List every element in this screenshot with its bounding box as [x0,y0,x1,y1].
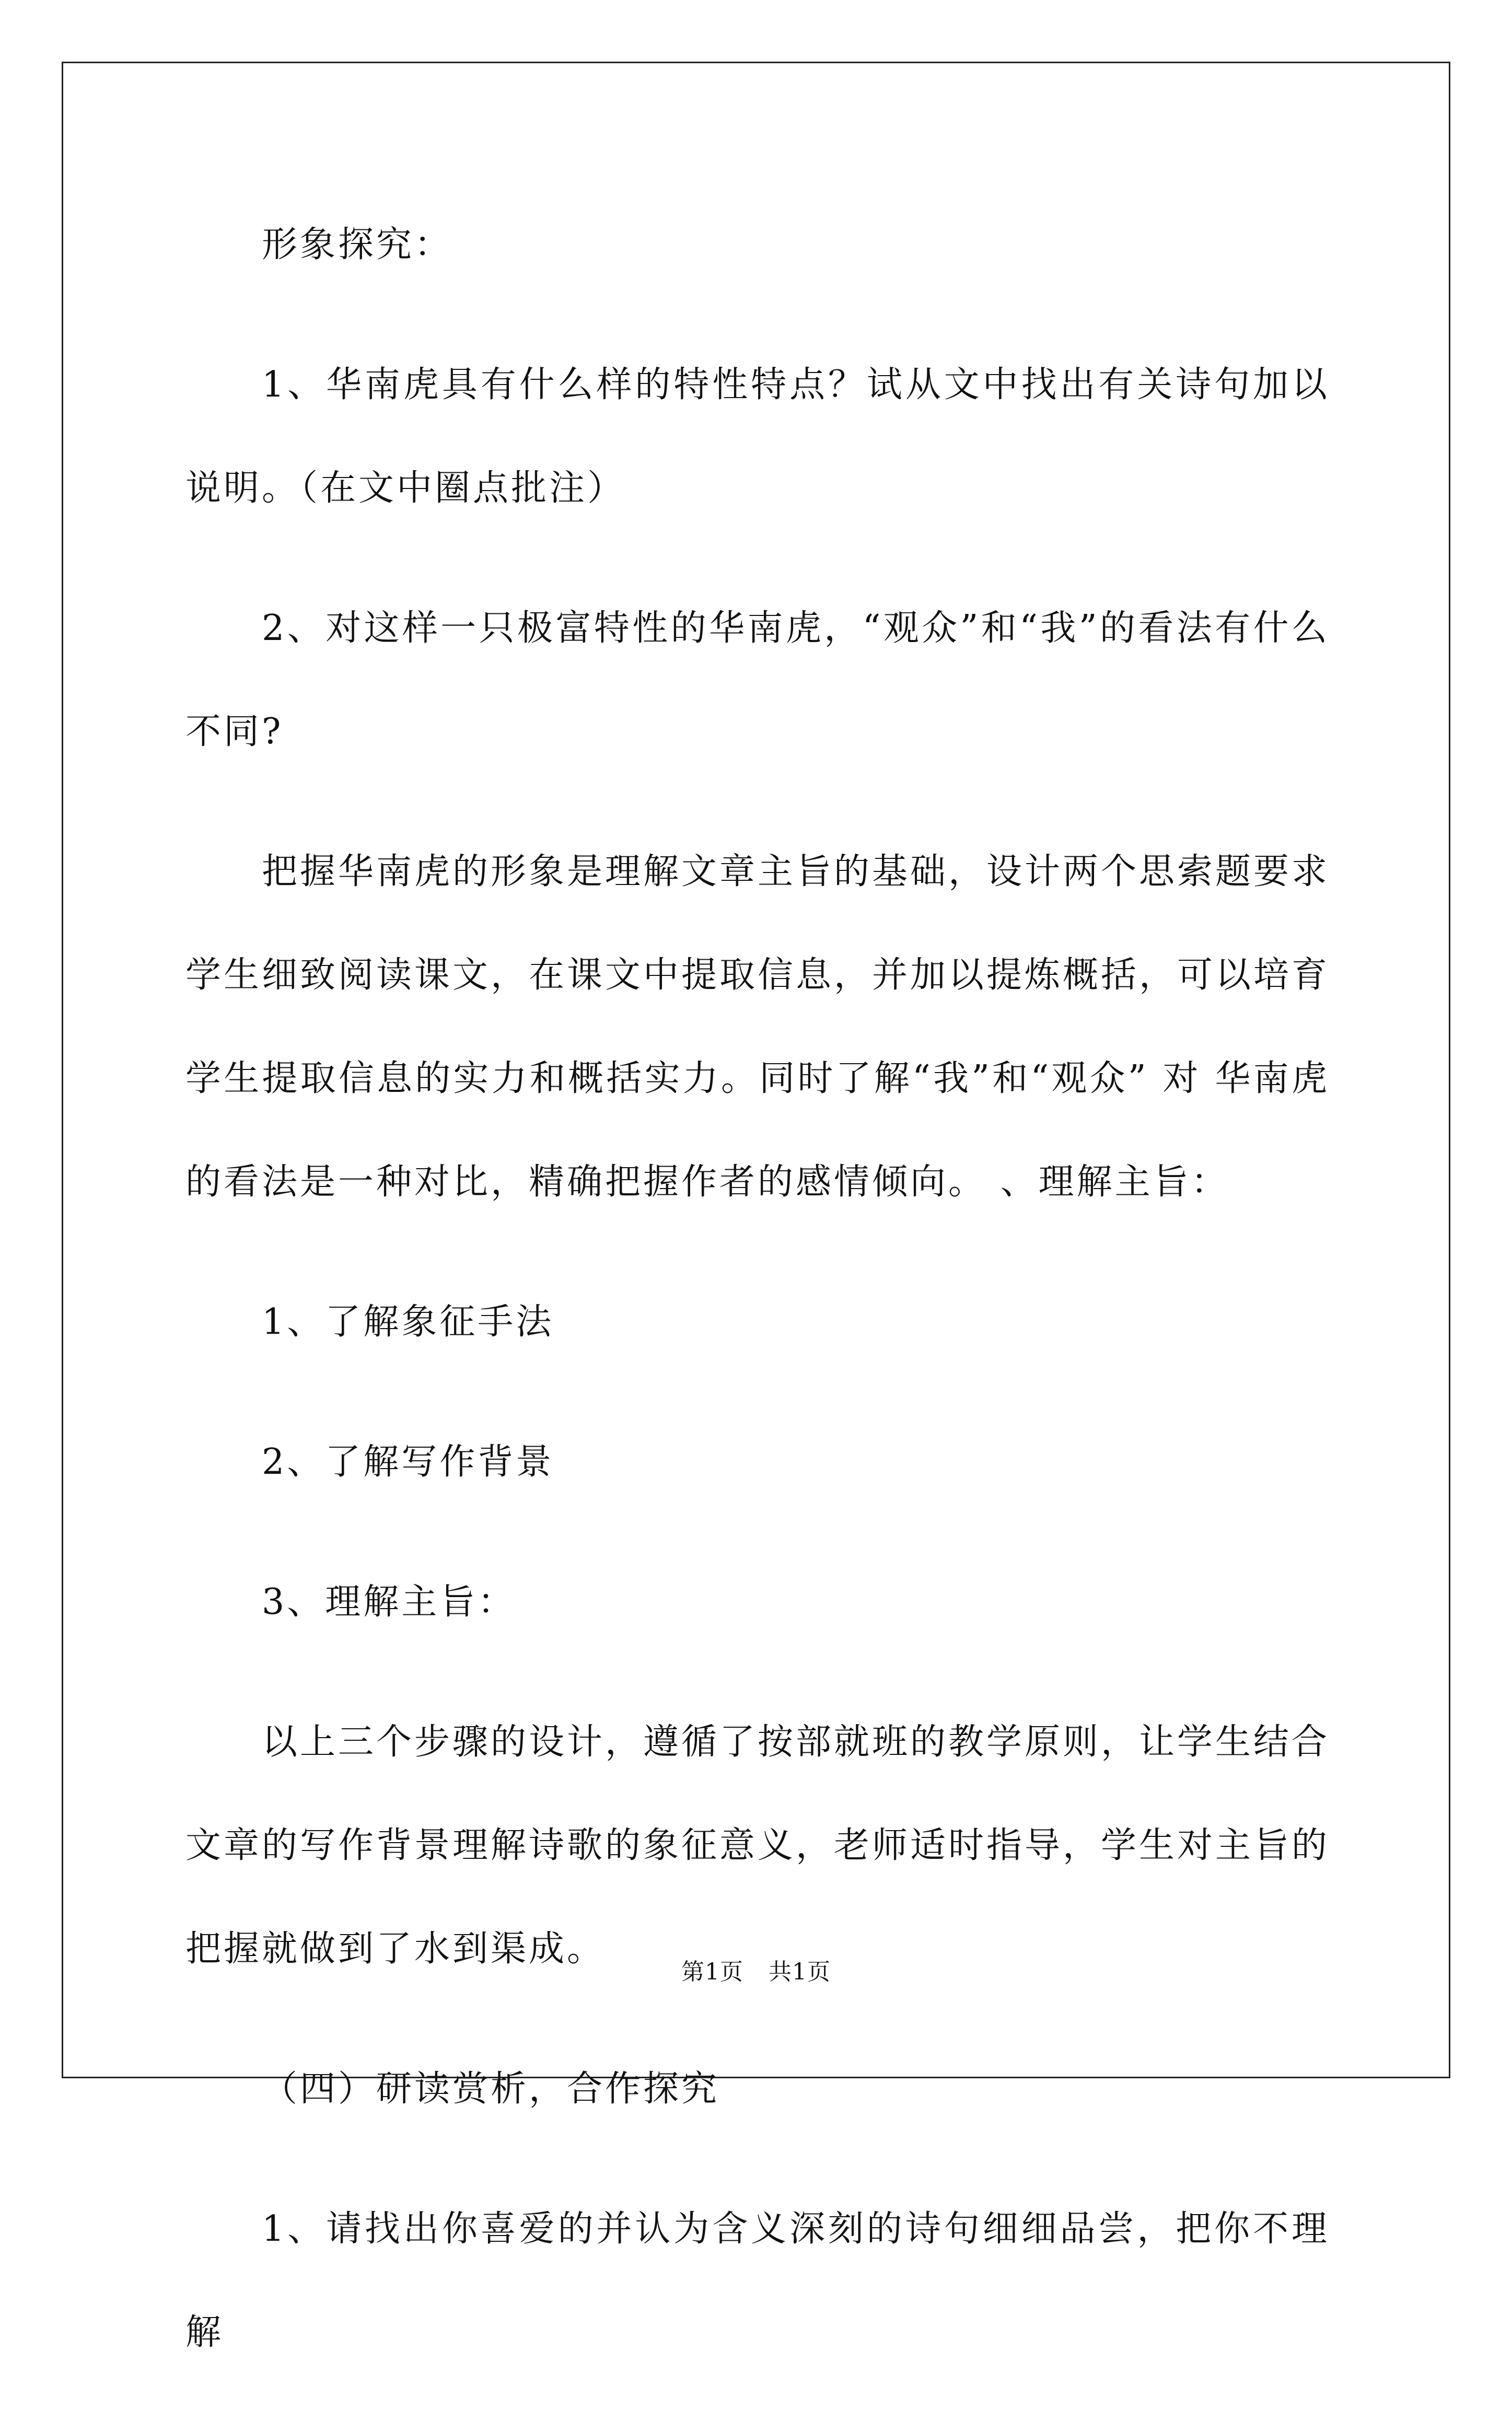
page-total: 共1页 [769,1959,831,1985]
paragraph: 以上三个步骤的设计，遵循了按部就班的教学原则，让学生结合文章的写作背景理解诗歌的象征意义，老师适时指导，学生对主旨的把握就做到了水到渠成。 [185,1721,1330,1970]
paragraph: 把握华南虎的形象是理解文章主旨的基础，设计两个思索题要求学生细致阅读课文，在课文中提取信息，并加以提炼概括，可以培育学生提取信息的实力和概括实力。同时了解“我”和“观众” 对 华南虎的看法是一种对比，精确把握作者的感情倾向。 、理解主旨： [185,851,1330,1203]
paragraph: 1、请找出你喜爱的并认为含义深刻的诗句细细品尝，把你不理解 [185,2208,1330,2353]
paragraph: 1、华南虎具有什么样的特性特点？试从文中找出有关诗句加以说明。（在文中圈点批注） [185,364,1330,509]
paragraph: 3、理解主旨： [262,1581,516,1623]
paragraph: 2、了解写作背景 [262,1441,554,1483]
paragraph: 2、对这样一只极富特性的华南虎，“观众”和“我”的看法有什么不同? [185,608,1330,752]
paragraph-heading: 形象探究： [262,224,453,265]
page-number: 第1页 [681,1959,743,1985]
paragraph-subheading: （四）研读赏析，合作探究 [262,2068,720,2110]
paragraph: 1、了解象征手法 [262,1301,554,1343]
document-body [185,193,1330,2421]
page-footer [0,1953,1512,1986]
